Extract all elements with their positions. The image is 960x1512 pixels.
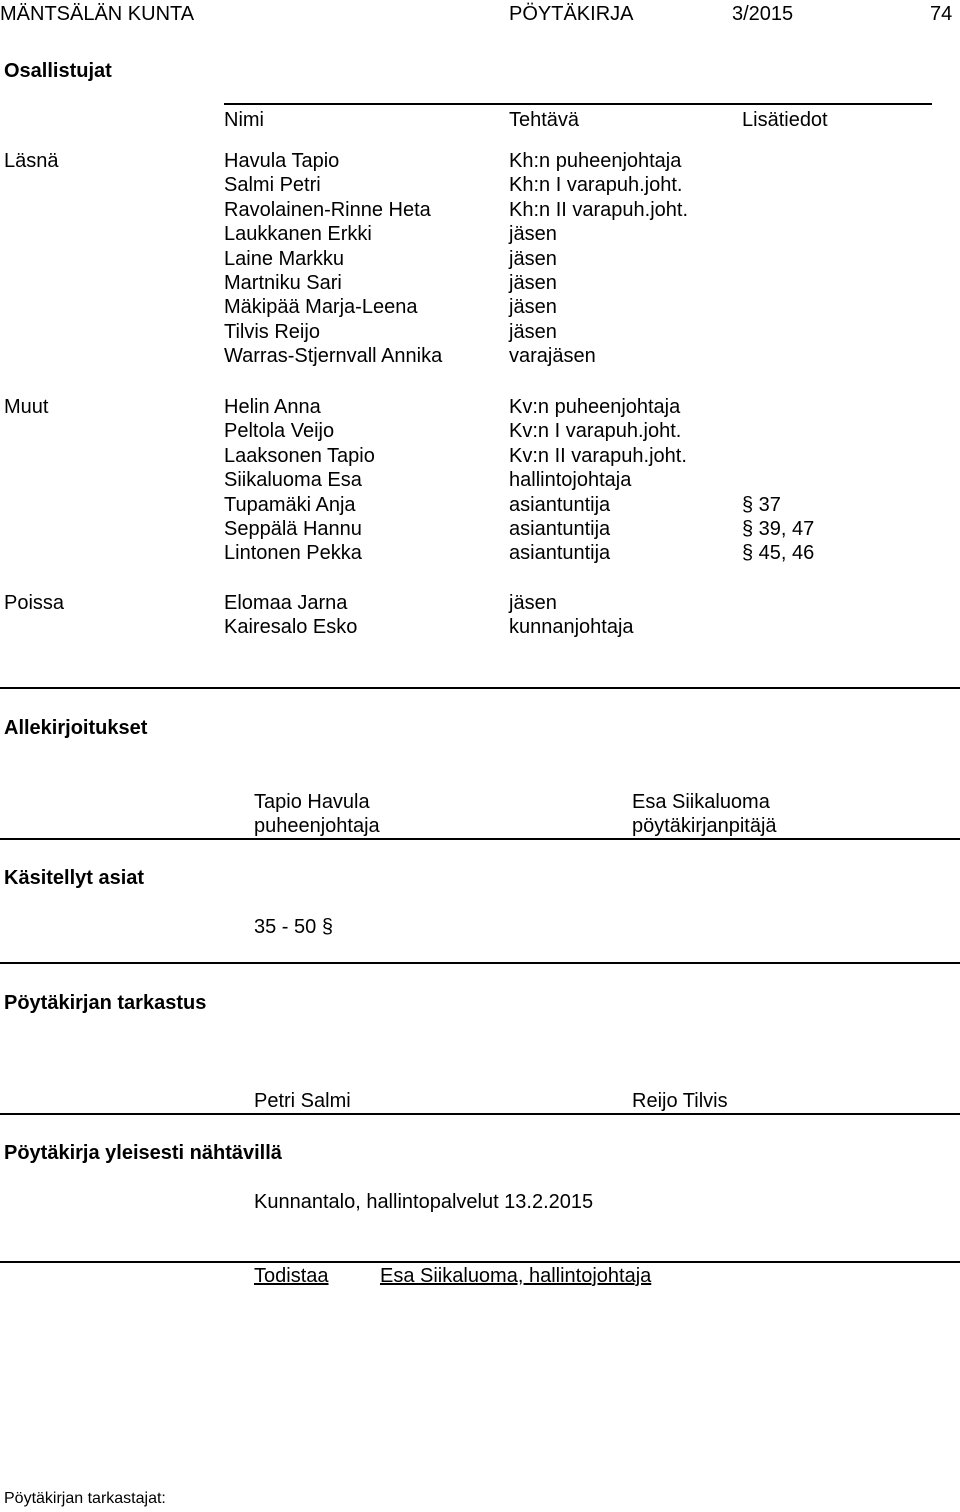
participant-role: Kh:n puheenjohtaja [509, 150, 682, 172]
participant-name: Kairesalo Esko [224, 616, 358, 638]
participant-role: hallintojohtaja [509, 469, 632, 491]
participant-role: asiantuntija [509, 518, 611, 540]
participant-name: Tilvis Reijo [224, 321, 320, 343]
participant-role: asiantuntija [509, 542, 611, 564]
handled-items-value: 35 - 50 § [254, 916, 333, 938]
group-label: Läsnä [4, 150, 59, 172]
participant-role: jäsen [509, 223, 557, 245]
participant-name: Mäkipää Marja-Leena [224, 296, 418, 318]
participant-role: jäsen [509, 248, 557, 270]
participant-role: Kv:n II varapuh.joht. [509, 445, 687, 467]
participant-name: Havula Tapio [224, 150, 340, 172]
group-label: Poissa [4, 592, 65, 614]
group-label: Muut [4, 396, 49, 418]
public-display-value: Kunnantalo, hallintopalvelut 13.2.2015 [254, 1191, 594, 1213]
participant-name: Lintonen Pekka [224, 542, 362, 564]
handled-items-title: Käsitellyt asiat [4, 867, 145, 889]
participant-name: Tupamäki Anja [224, 494, 356, 516]
participant-role: kunnanjohtaja [509, 616, 634, 638]
participant-extra: § 37 [742, 494, 781, 516]
participant-name: Laaksonen Tapio [224, 445, 375, 467]
participant-name: Peltola Veijo [224, 420, 335, 442]
participant-name: Helin Anna [224, 396, 321, 418]
section-divider [0, 687, 960, 689]
municipality-name: MÄNTSÄLÄN KUNTA [0, 3, 195, 25]
participant-role: varajäsen [509, 345, 596, 367]
certify-label: Todistaa [254, 1265, 329, 1287]
participant-role: Kh:n I varapuh.joht. [509, 174, 683, 196]
participant-name: Siikaluoma Esa [224, 469, 362, 491]
signatures-title: Allekirjoitukset [4, 717, 148, 739]
document-number: 3/2015 [732, 3, 794, 25]
participant-role: jäsen [509, 592, 557, 614]
signature-right-name: Esa Siikaluoma [632, 791, 770, 813]
participant-name: Laukkanen Erkki [224, 223, 372, 245]
participant-name: Elomaa Jarna [224, 592, 348, 614]
reviewer-right-name: Reijo Tilvis [632, 1090, 728, 1112]
section-divider [0, 1261, 960, 1263]
page-number: 74 [930, 3, 953, 25]
participant-name: Seppälä Hannu [224, 518, 362, 540]
section-divider [0, 1113, 960, 1115]
participant-extra: § 45, 46 [742, 542, 815, 564]
review-title: Pöytäkirjan tarkastus [4, 992, 207, 1014]
participant-role: jäsen [509, 321, 557, 343]
column-header-extra: Lisätiedot [742, 109, 828, 131]
participant-extra: § 39, 47 [742, 518, 815, 540]
reviewer-left-name: Petri Salmi [254, 1090, 351, 1112]
section-divider [0, 838, 960, 840]
participant-role: asiantuntija [509, 494, 611, 516]
signature-left-name: Tapio Havula [254, 791, 370, 813]
participants-header-line [224, 103, 932, 105]
participant-role: Kv:n I varapuh.joht. [509, 420, 682, 442]
participant-name: Laine Markku [224, 248, 345, 270]
participants-title: Osallistujat [4, 60, 112, 82]
document-type: PÖYTÄKIRJA [509, 3, 634, 25]
participant-role: Kv:n puheenjohtaja [509, 396, 681, 418]
participant-name: Ravolainen-Rinne Heta [224, 199, 431, 221]
participant-name: Salmi Petri [224, 174, 321, 196]
section-divider [0, 962, 960, 964]
participant-role: Kh:n II varapuh.joht. [509, 199, 689, 221]
certify-name: Esa Siikaluoma, hallintojohtaja [380, 1265, 652, 1287]
public-display-title: Pöytäkirja yleisesti nähtävillä [4, 1142, 282, 1164]
participant-role: jäsen [509, 296, 557, 318]
signature-right-role: pöytäkirjanpitäjä [632, 815, 777, 837]
participant-name: Warras-Stjernvall Annika [224, 345, 443, 367]
participant-role: jäsen [509, 272, 557, 294]
signature-left-role: puheenjohtaja [254, 815, 380, 837]
participant-name: Martniku Sari [224, 272, 342, 294]
column-header-name: Nimi [224, 109, 264, 131]
column-header-role: Tehtävä [509, 109, 580, 131]
footer-reviewers-label: Pöytäkirjan tarkastajat: [4, 1490, 166, 1507]
